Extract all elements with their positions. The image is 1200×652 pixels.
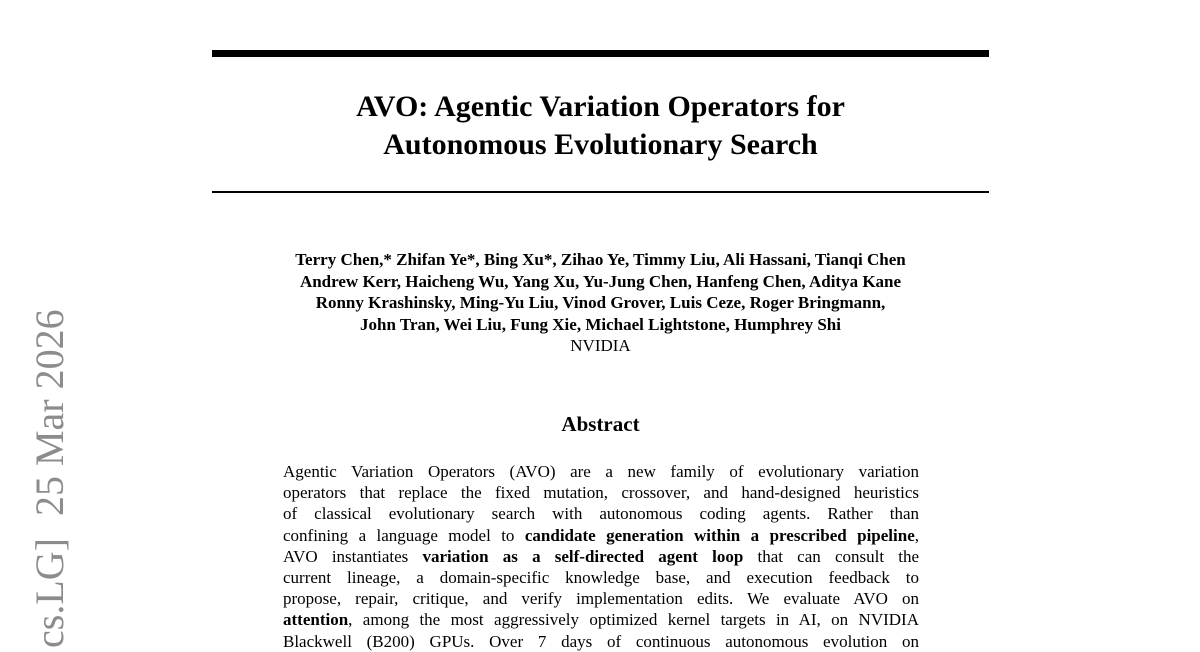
title-line-1: AVO: Agentic Variation Operators for [356, 90, 845, 123]
top-rule [212, 50, 989, 57]
author-block [212, 249, 989, 357]
abstract-text: Agentic Variation Operators (AVO) are a new family of evolutionary variation [283, 462, 919, 481]
author-line: Andrew Kerr, Haicheng Wu, Yang Xu, Yu-Jung Chen, Hanfeng Chen, Aditya Kane [299, 271, 902, 291]
paper-title [212, 88, 989, 164]
author-line: Terry Chen,* Zhifan Ye*, Bing Xu*, Zihao Ye, Timmy Liu, Ali Hassani, Tianqi Chen [295, 250, 906, 269]
abstract-text: , among the most aggressively optimized kernel targets in AI, on NVIDIA [348, 610, 919, 630]
abstract-line [283, 461, 919, 482]
abstract-line [283, 546, 919, 567]
abstract-text: confining a language model to [283, 525, 525, 545]
abstract-heading: Abstract [561, 412, 640, 436]
abstract-line [283, 482, 919, 503]
abstract-text: of classical evolutionary search with autonomous coding agents. Rather than [283, 504, 919, 524]
abstract-line [283, 525, 919, 546]
abstract-text: operators that replace the fixed mutation, crossover, and hand-designed heuristics [283, 483, 919, 503]
abstract-line [283, 588, 919, 609]
abstract-text: that can consult the [743, 546, 920, 566]
abstract-text: Blackwell (B200) GPUs. Over 7 days of continuous autonomous evolution on [283, 631, 919, 651]
abstract-text: propose, repair, critique, and verify implementation edits. We evaluate AVO on [283, 589, 919, 609]
abstract-emphasis: attention [283, 610, 349, 630]
arxiv-date: 25 Mar 2026 [27, 309, 72, 517]
abstract-line [283, 567, 919, 588]
title-rule [212, 191, 989, 193]
abstract-text: , [914, 525, 919, 545]
title-line-2: Autonomous Evolutionary Search [383, 128, 818, 161]
arxiv-category: cs.LG] [27, 538, 72, 648]
abstract-body [283, 461, 919, 652]
abstract-emphasis: candidate generation within a prescribed pipeline [524, 525, 915, 545]
author-line: John Tran, Wei Liu, Fung Xie, Michael Lightstone, Humphrey Shi [360, 314, 841, 334]
abstract-line [283, 503, 919, 524]
abstract-emphasis: variation as a self-directed agent loop [422, 546, 744, 566]
abstract-line [283, 609, 919, 630]
affiliation: NVIDIA [570, 336, 631, 355]
arxiv-stamp [28, 309, 72, 648]
abstract-text: AVO instantiates [283, 546, 423, 566]
abstract-line [283, 631, 919, 652]
abstract-text: current lineage, a domain-specific knowledge base, and execution feedback to [283, 567, 919, 587]
author-line: Ronny Krashinsky, Ming-Yu Liu, Vinod Grover, Luis Ceze, Roger Bringmann, [315, 293, 886, 312]
